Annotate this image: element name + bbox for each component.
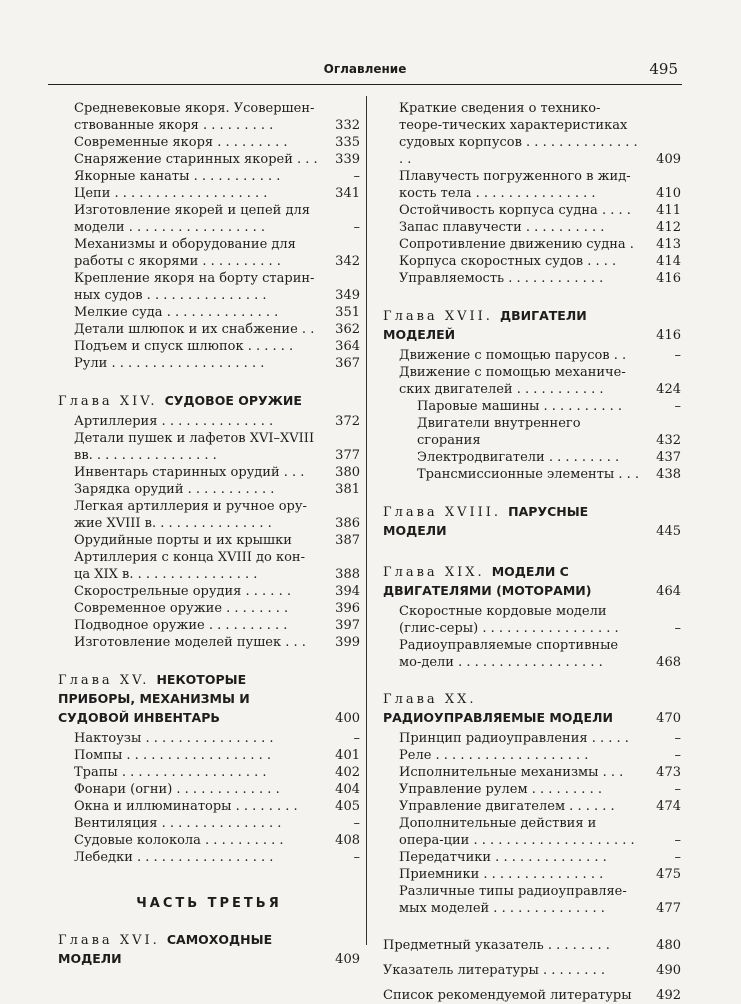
toc-entry-text: Цепи . . . . . . . . . . . . . . . . . . . [74,186,268,201]
chapter-heading [383,691,681,728]
toc-entry-text: Скорострельные орудия . . . . . . [74,584,291,599]
toc-entry [58,849,360,866]
toc-entry-page: 381 [335,482,360,497]
toc-entry [383,236,681,253]
toc-entry-text: Скоростные кордовые модели (глис-серы) . . . . . . . . . . . . . . . . . [399,604,619,636]
toc-entry-page: 399 [335,635,360,650]
spacer [383,979,681,987]
toc-entry [58,481,360,498]
toc-entry-text: Управляемость . . . . . . . . . . . . [399,271,604,286]
toc-entry [383,962,681,979]
toc-entry [58,532,360,549]
toc-entry [58,134,360,151]
toc-entry-page: 424 [656,382,681,397]
toc-entry-text: Остойчивость корпуса судна . . . . [399,203,631,218]
toc-entry-text: Приемники . . . . . . . . . . . . . . . [399,867,604,882]
toc-entry-text: Зарядка орудий . . . . . . . . . . . [74,482,275,497]
toc-entry-page: – [674,731,681,746]
toc-entry-page: 480 [656,938,681,953]
toc-entry [383,364,681,398]
toc-entry-text: Современное оружие . . . . . . . . [74,601,289,616]
chapter-page: 470 [656,711,681,726]
chapter-label: Глава XV. [58,673,157,688]
toc-entry-text: Запас плавучести . . . . . . . . . . [399,220,605,235]
toc-entry-page: 473 [656,765,681,780]
toc-entry-text: Реле . . . . . . . . . . . . . . . . . . . [399,748,589,763]
chapter-heading [383,503,681,541]
toc-entry-page: 477 [656,901,681,916]
chapter-page: 416 [656,328,681,343]
toc-entry-text: Механизмы и оборудование для работы с якорями . . . . . . . . . . [74,237,296,269]
toc-entry-text: Якорные канаты . . . . . . . . . . . [74,169,281,184]
toc-entry-page: – [674,348,681,363]
spacer [383,671,681,691]
toc-entry-page: 408 [335,833,360,848]
left-column [58,100,360,971]
toc-entry-page: 437 [656,450,681,465]
toc-entry [58,798,360,815]
toc-entry [58,430,360,464]
toc-entry [58,464,360,481]
toc-entry [383,637,681,671]
column-divider [366,96,367,945]
toc-entry [383,815,681,849]
toc-entry-page: 402 [335,765,360,780]
toc-entry-page: 410 [656,186,681,201]
chapter-label: Глава XX. [383,692,477,707]
toc-entry [58,815,360,832]
toc-entry-text: Предметный указатель . . . . . . . . [383,938,610,953]
chapter-label: Глава XVII. [383,309,500,324]
toc-entry-page: 387 [335,533,360,548]
toc-entry-page: 332 [335,118,360,133]
toc-entry [58,185,360,202]
toc-entry-text: Подводное оружие . . . . . . . . . . [74,618,288,633]
spacer [58,866,360,896]
toc-entry-page: 339 [335,152,360,167]
running-header [48,56,682,85]
chapter-title: СУДОВОЕ ОРУЖИЕ [164,393,302,408]
toc-entry-text: Движение с помощью механиче-ских двигателей . . . . . . . . . . . [399,365,626,397]
toc-entry [58,270,360,304]
chapter-title: САМОХОДНЫЕ МОДЕЛИ [58,932,273,966]
toc-entry-text: Передатчики . . . . . . . . . . . . . . [399,850,607,865]
toc-entry-text: Движение с помощью парусов . . [399,348,627,363]
toc-entry [58,600,360,617]
toc-entry-page: 413 [656,237,681,252]
toc-entry [383,937,681,954]
chapter-label: Глава XVI. [58,933,167,948]
toc-entry-text: Вентиляция . . . . . . . . . . . . . . . [74,816,282,831]
toc-entry-text: Помпы . . . . . . . . . . . . . . . . . . [74,748,272,763]
chapter-title: НЕКОТОРЫЕ ПРИБОРЫ, МЕХАНИЗМЫ И СУДОВОЙ ИНВЕНТАРЬ [58,672,250,725]
chapter-label: Глава XIV. [58,394,165,409]
toc-entry [383,781,681,798]
chapter-label: Глава XVIII. [383,505,509,520]
toc-entry [383,415,681,449]
toc-entry-page: 351 [335,305,360,320]
toc-entry [383,466,681,483]
toc-entry [383,798,681,815]
toc-entry-text: Средневековые якоря. Усовершен-ствованные якоря . . . . . . . . . [74,101,315,133]
toc-entry [383,603,681,637]
chapter-heading [58,671,360,728]
toc-entry [58,202,360,236]
toc-entry-text: Лебедки . . . . . . . . . . . . . . . . . [74,850,274,865]
toc-entry-text: Краткие сведения о технико-теоре-тических характеристиках судовых корпусов . . . . . . . . . . . . . . . . [399,101,638,167]
toc-entry-page: 412 [656,220,681,235]
toc-entry-page: – [674,833,681,848]
toc-entry [58,634,360,651]
toc-entry-text: Различные типы радиоуправляе-мых моделей . . . . . . . . . . . . . . [399,884,627,916]
toc-entry-text: Плавучесть погруженного в жид-кость тела . . . . . . . . . . . . . . . [399,169,631,201]
chapter-heading [58,392,360,411]
page-number: 495 [649,60,678,78]
toc-entry [383,270,681,287]
toc-entry-text: Артиллерия с конца XVIII до кон-ца XIX в. . . . . . . . . . . . . . . . [74,550,305,582]
toc-entry-page: 404 [335,782,360,797]
toc-entry-text: Детали пушек и лафетов XVI–XVIII вв. . . . . . . . . . . . . . . . [74,431,315,463]
toc-entry [383,764,681,781]
toc-entry-text: Окна и иллюминаторы . . . . . . . . [74,799,298,814]
toc-entry-page: 405 [335,799,360,814]
spacer [383,917,681,937]
toc-entry [58,413,360,430]
spacer [58,911,360,931]
toc-entry-text: Трапы . . . . . . . . . . . . . . . . . . [74,765,267,780]
toc-entry [383,747,681,764]
chapter-label: Глава XIX. [383,565,492,580]
spacer [383,954,681,962]
toc-entry-page: – [353,220,360,235]
toc-entry [58,355,360,372]
toc-entry [58,100,360,134]
toc-entry-text: Крепление якоря на борту старин-ных судов . . . . . . . . . . . . . . . [74,271,315,303]
toc-entry-page: 380 [335,465,360,480]
toc-entry [58,168,360,185]
toc-entry [58,498,360,532]
toc-entry-text: Рули . . . . . . . . . . . . . . . . . . . [74,356,265,371]
toc-entry-text: Электродвигатели . . . . . . . . . [417,450,620,465]
toc-entry-page: 492 [656,988,681,1003]
toc-entry-text: Снаряжение старинных якорей . . . [74,152,318,167]
toc-entry [58,549,360,583]
toc-entry [383,398,681,415]
toc-entry-page: – [674,748,681,763]
toc-entry [58,583,360,600]
toc-entry-page: – [353,850,360,865]
toc-entry-text: Нактоузы . . . . . . . . . . . . . . . . [74,731,274,746]
right-column [383,100,681,1004]
toc-entry-page: 372 [335,414,360,429]
toc-entry-page: 474 [656,799,681,814]
toc-entry-page: 416 [656,271,681,286]
toc-entry-page: 362 [335,322,360,337]
toc-entry-text: Изготовление моделей пушек . . . [74,635,306,650]
toc-entry-text: Артиллерия . . . . . . . . . . . . . . [74,414,274,429]
toc-entry-text: Фонари (огни) . . . . . . . . . . . . . [74,782,280,797]
chapter-heading [383,563,681,601]
chapter-page: 464 [656,584,681,599]
toc-entry-page: 468 [656,655,681,670]
toc-entry [383,202,681,219]
toc-entry-page: 490 [656,963,681,978]
toc-entry-text: Сопротивление движению судна . [399,237,634,252]
chapter-title: МОДЕЛИ С ДВИГАТЕЛЯМИ (МОТОРАМИ) [383,564,592,598]
spacer [58,372,360,392]
chapter-heading [383,307,681,345]
toc-entry-page: 377 [335,448,360,463]
toc-entry-text: Трансмиссионные элементы . . . [417,467,640,482]
toc-entry-text: Управление двигателем . . . . . . [399,799,615,814]
toc-entry-text: Мелкие суда . . . . . . . . . . . . . . [74,305,279,320]
toc-entry-page: 342 [335,254,360,269]
toc-entry [58,617,360,634]
toc-entry-page: 414 [656,254,681,269]
toc-entry-page: 364 [335,339,360,354]
toc-entry [58,832,360,849]
toc-entry [383,849,681,866]
toc-entry-page: 409 [656,152,681,167]
toc-entry [58,304,360,321]
toc-entry [383,883,681,917]
toc-entry [58,730,360,747]
toc-entry-page: 335 [335,135,360,150]
toc-entry-page: 386 [335,516,360,531]
toc-entry-page: – [674,782,681,797]
toc-entry [58,747,360,764]
toc-entry [383,168,681,202]
toc-entry-text: Легкая артиллерия и ручное ору-жие XVIII в. . . . . . . . . . . . . . . [74,499,307,531]
toc-entry-page: 349 [335,288,360,303]
toc-entry-text: Двигатели внутреннего сгорания [417,416,581,448]
toc-entry-text: Указатель литературы . . . . . . . . [383,963,605,978]
toc-entry-page: – [353,731,360,746]
toc-entry [383,219,681,236]
toc-entry [58,781,360,798]
toc-entry-page: 475 [656,867,681,882]
toc-entry [383,449,681,466]
toc-entry-text: Принцип радиоуправления . . . . . [399,731,629,746]
toc-entry-page: – [674,621,681,636]
toc-entry-text: Корпуса скоростных судов . . . . [399,254,617,269]
toc-entry [383,987,681,1004]
toc-entry-page: – [353,816,360,831]
toc-entry-page: 438 [656,467,681,482]
toc-entry-page: 397 [335,618,360,633]
toc-entry [383,253,681,270]
toc-entry [383,730,681,747]
toc-entry-text: Современные якоря . . . . . . . . . [74,135,288,150]
toc-entry-text: Судовые колокола . . . . . . . . . . [74,833,284,848]
chapter-page: 400 [335,711,360,726]
chapter-title: ДВИГАТЕЛИ МОДЕЛЕЙ [383,308,587,342]
toc-entry [58,764,360,781]
toc-entry [383,347,681,364]
toc-entry-text: Радиоуправляемые спортивные мо-дели . . . . . . . . . . . . . . . . . . [399,638,619,670]
toc-entry [383,866,681,883]
part-heading: ЧАСТЬ ТРЕТЬЯ [136,896,282,911]
toc-entry-text: Изготовление якорей и цепей для модели . . . . . . . . . . . . . . . . . [74,203,310,235]
toc-entry-text: Управление рулем . . . . . . . . . [399,782,602,797]
spacer [58,651,360,671]
toc-entry [383,100,681,168]
toc-entry-text: Список рекомендуемой литературы [383,988,632,1003]
chapter-page: 445 [656,524,681,539]
toc-entry-text: Исполнительные механизмы . . . [399,765,624,780]
spacer [383,483,681,503]
chapter-heading [58,931,360,969]
toc-entry-page: 396 [335,601,360,616]
toc-entry-page: – [353,169,360,184]
toc-entry-page: – [674,399,681,414]
toc-entry-page: 341 [335,186,360,201]
chapter-title: РАДИОУПРАВЛЯЕМЫЕ МОДЕЛИ [383,710,613,725]
chapter-page: 409 [335,952,360,967]
toc-entry-page: 388 [335,567,360,582]
toc-entry-page: 367 [335,356,360,371]
toc-entry-page: 401 [335,748,360,763]
toc-entry-page: 394 [335,584,360,599]
header-title: Оглавление [323,62,407,76]
toc-entry-text: Детали шлюпок и их снабжение . . [74,322,315,337]
toc-entry-text: Орудийные порты и их крышки [74,533,292,548]
toc-entry-text: Дополнительные действия и опера-ции . . . . . . . . . . . . . . . . . . . . [399,816,635,848]
toc-entry-text: Паровые машины . . . . . . . . . . [417,399,622,414]
toc-entry-text: Подъем и спуск шлюпок . . . . . . [74,339,294,354]
toc-entry [58,236,360,270]
toc-entry-page: 411 [656,203,681,218]
spacer [383,543,681,563]
toc-entry [58,321,360,338]
chapter-title: ПАРУСНЫЕ МОДЕЛИ [383,504,589,538]
toc-entry-page: 432 [656,433,681,448]
toc-entry [58,338,360,355]
toc-entry [58,151,360,168]
spacer [383,287,681,307]
toc-entry-page: – [674,850,681,865]
toc-entry-text: Инвентарь старинных орудий . . . [74,465,305,480]
